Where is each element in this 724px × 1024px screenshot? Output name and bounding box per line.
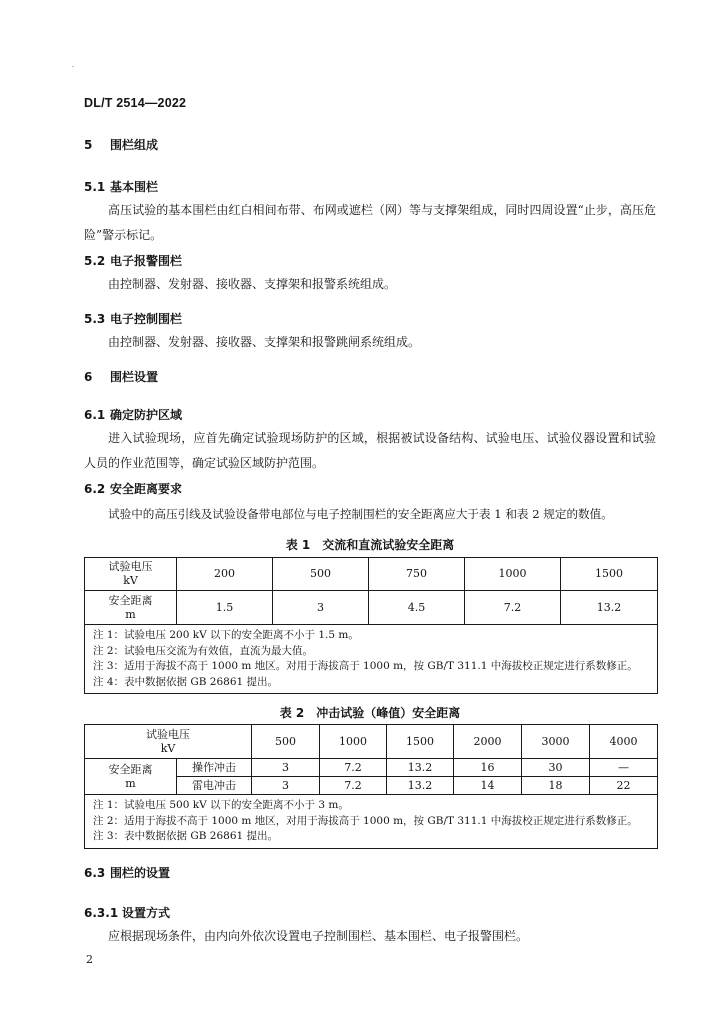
- table-row-label: 安全距离 m: [85, 591, 177, 625]
- section-title: 确定防护区域: [110, 408, 183, 422]
- section-5-1-text: 高压试验的基本围栏由红白相间布带、布网或遮栏（网）等与支撑架组成，同时四周设置“止步，高压危险”警示标记。: [84, 203, 656, 242]
- section-number: 6: [84, 370, 93, 384]
- table-cell: 18: [522, 777, 590, 795]
- table-cell: 13.2: [387, 759, 454, 777]
- table-header-cell: 试验电压 kV: [85, 558, 177, 591]
- page-number: 2: [86, 953, 93, 966]
- document-code: DL/T 2514—2022: [84, 96, 187, 110]
- table-notes: [85, 625, 658, 694]
- table-cell: 13.2: [561, 591, 658, 625]
- section-title: 电子报警围栏: [110, 254, 183, 268]
- table-header-cell: 1500: [387, 725, 454, 759]
- table-cell: 3: [252, 777, 320, 795]
- table-note: 注 3：适用于海拔不高于 1000 m 地区。对用于海拔高于 1000 m，按 GB/T 311.1 中海拔校正规定进行系数修正。: [93, 660, 638, 672]
- table-header-cell: 750: [369, 558, 465, 591]
- table-sub-row-label: 雷电冲击: [177, 777, 252, 795]
- table-cell: 13.2: [387, 777, 454, 795]
- table-note: 注 1：试验电压 500 kV 以下的安全距离不小于 3 m。: [93, 799, 349, 811]
- section-6-2-heading: [84, 480, 182, 497]
- section-number: 5.3: [84, 312, 106, 326]
- section-6-heading: [84, 368, 158, 385]
- table-header-cell: 200: [177, 558, 273, 591]
- table-row: [85, 725, 658, 759]
- section-number: 6.3.1: [84, 906, 119, 920]
- table-note: 注 2：试验电压交流为有效值，直流为最大值。: [93, 644, 314, 657]
- scan-speck: [72, 66, 74, 67]
- section-title: 围栏设置: [110, 370, 159, 384]
- section-title: 电子控制围栏: [110, 312, 183, 326]
- table-row-label: 安全距离 m: [85, 759, 177, 795]
- table-header-cell: 500: [273, 558, 369, 591]
- table-header-cell: 1000: [465, 558, 561, 591]
- table-cell: 22: [590, 777, 658, 795]
- table-cell: 3: [252, 759, 320, 777]
- section-title: 围栏的设置: [110, 866, 171, 880]
- table-cell: —: [590, 759, 658, 777]
- section-5-2-heading: [84, 252, 182, 269]
- section-6-1-text: 进入试验现场，应首先确定试验现场防护的区域，根据被试设备结构、试验电压、试验仪器设置和试验人员的作业范围等，确定试验区域防护范围。: [84, 431, 656, 470]
- table-header-cell: 试验电压 kV: [85, 725, 252, 759]
- section-title: 基本围栏: [110, 180, 159, 194]
- section-number: 6.2: [84, 482, 106, 496]
- table-header-cell: 3000: [522, 725, 590, 759]
- section-6-1-heading: [84, 406, 182, 423]
- table-2: [84, 724, 658, 849]
- table-header-cell: 4000: [590, 725, 658, 759]
- table-note: 注 3：表中数据依据 GB 26861 提出。: [93, 830, 279, 842]
- table-cell: 4.5: [369, 591, 465, 625]
- table-header-cell: 1000: [320, 725, 387, 759]
- section-6-3-1-heading: [84, 904, 170, 921]
- table-cell: 30: [522, 759, 590, 777]
- table-sub-row-label: 操作冲击: [177, 759, 252, 777]
- table-row: [85, 591, 658, 625]
- section-number: 6.1: [84, 408, 106, 422]
- section-title: 设置方式: [122, 906, 171, 920]
- section-number: 5.1: [84, 180, 106, 194]
- section-5-1-heading: [84, 178, 158, 195]
- table-row: [85, 759, 658, 777]
- table-header-cell: 1500: [561, 558, 658, 591]
- section-6-2-text: 试验中的高压引线及试验设备带电部位与电子控制围栏的安全距离应大于表 1 和表 2 规定的数值。: [108, 507, 613, 521]
- table-2-caption: 表 2 冲击试验（峰值）安全距离: [279, 706, 461, 720]
- table-note: 注 1：试验电压 200 kV 以下的安全距离不小于 1.5 m。: [93, 629, 359, 641]
- section-6-3-1-text: 应根据现场条件，由内向外依次设置电子控制围栏、基本围栏、电子报警围栏。: [108, 929, 529, 943]
- section-number: 5: [84, 138, 93, 152]
- table-notes: [85, 795, 658, 849]
- table-cell: 14: [454, 777, 522, 795]
- table-1: [84, 557, 658, 694]
- table-cell: 16: [454, 759, 522, 777]
- section-5-3-heading: [84, 310, 182, 327]
- table-1-caption: 表 1 交流和直流试验安全距离: [285, 538, 455, 552]
- section-6-3-heading: [84, 864, 170, 881]
- table-row: [85, 558, 658, 591]
- table-header-cell: 500: [252, 725, 320, 759]
- table-notes-row: [85, 625, 658, 694]
- section-5-2-text: 由控制器、发射器、接收器、支撑架和报警系统组成。: [108, 277, 397, 291]
- table-cell: 7.2: [320, 777, 387, 795]
- section-title: 安全距离要求: [110, 482, 183, 496]
- section-number: 5.2: [84, 254, 106, 268]
- table-cell: 1.5: [177, 591, 273, 625]
- table-notes-row: [85, 795, 658, 849]
- table-note: 注 2：适用于海拔不高于 1000 m 地区，对用于海拔高于 1000 m，按 GB/T 311.1 中海拔校正规定进行系数修正。: [93, 814, 638, 827]
- table-cell: 7.2: [465, 591, 561, 625]
- section-5-heading: [84, 136, 158, 153]
- table-cell: 7.2: [320, 759, 387, 777]
- table-cell: 3: [273, 591, 369, 625]
- section-number: 6.3: [84, 866, 106, 880]
- table-note: 注 4：表中数据依据 GB 26861 提出。: [93, 675, 279, 688]
- section-title: 围栏组成: [110, 138, 159, 152]
- section-5-3-text: 由控制器、发射器、接收器、支撑架和报警跳闸系统组成。: [108, 335, 421, 349]
- table-header-cell: 2000: [454, 725, 522, 759]
